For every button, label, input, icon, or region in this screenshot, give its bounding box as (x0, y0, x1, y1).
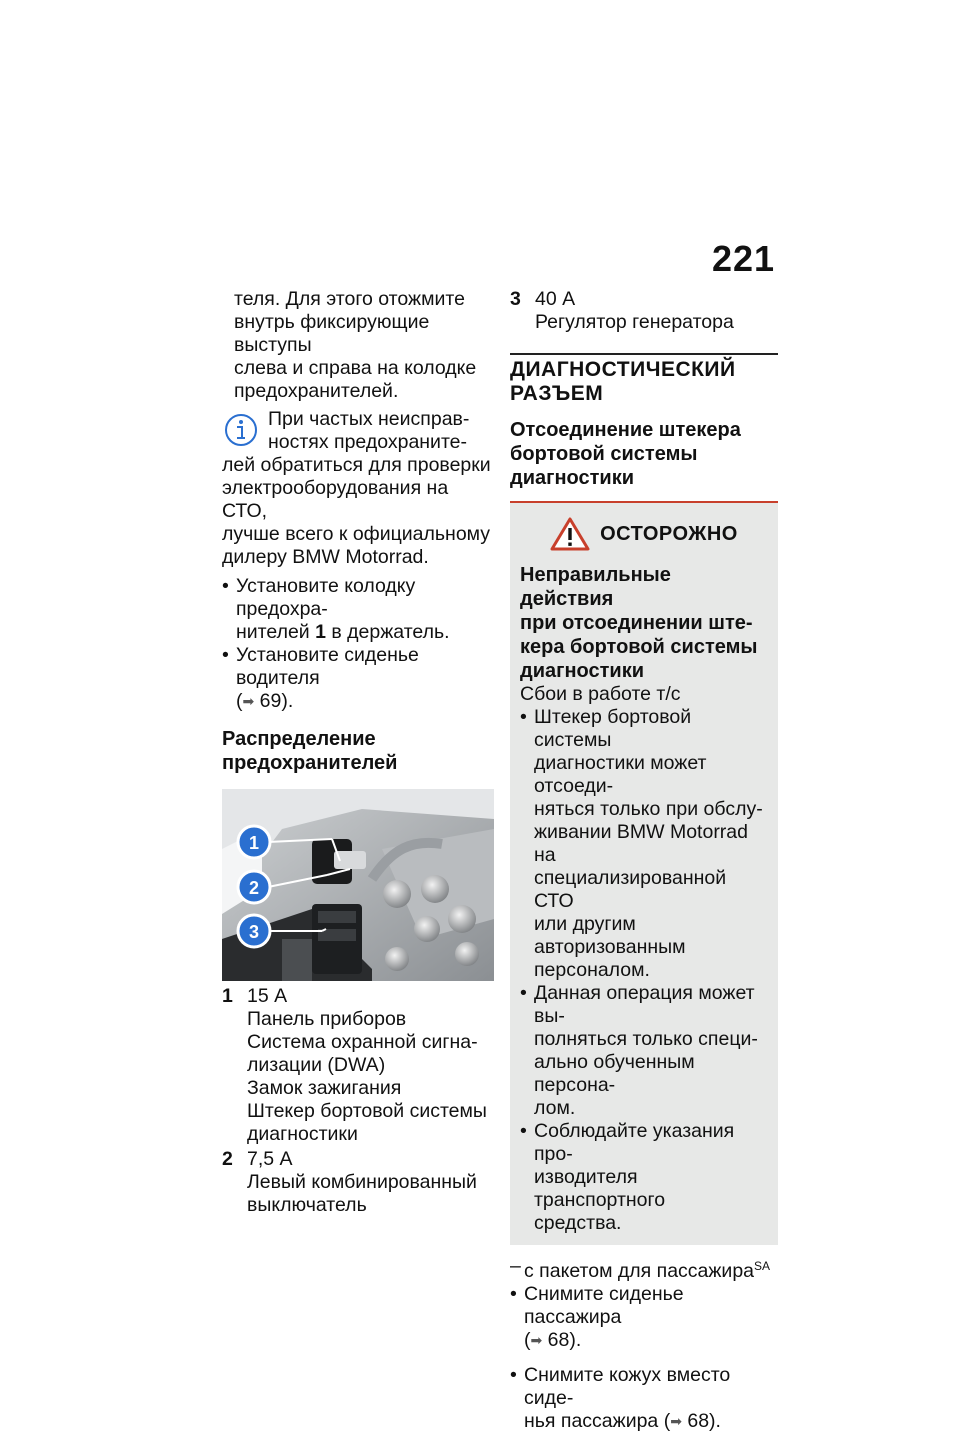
page-reference[interactable]: 68). (687, 1410, 721, 1432)
warning-bullet: • Данная операция может вы- полняться только специ- ально обученным персона- лом. (520, 982, 768, 1120)
bullet-item: • Снимите кожух вместо сиде- нья пассажира (➡ 68). (510, 1364, 778, 1433)
callout-3 (238, 915, 270, 947)
page-reference[interactable]: 69). (259, 690, 294, 712)
bullet-item: • Установите колодку предохра- нителей 1 в держатель. (222, 575, 494, 644)
reference-arrow-icon: ➡ (242, 693, 255, 709)
warning-box (510, 501, 778, 1245)
warning-subtitle: Сбои в работе т/с (520, 683, 681, 705)
reference-arrow-icon: ➡ (530, 1332, 543, 1348)
fuse-entry: 3 40 А Регулятор генератора (510, 288, 734, 333)
section-divider (510, 353, 778, 355)
fuse-box-photo (222, 789, 494, 981)
info-line: дилеру BMW Motorrad. (222, 546, 429, 568)
warning-title: Неправильные действия при отсоединении ште- кера бортовой системы диагностики (520, 564, 758, 682)
svg-text:3: 3 (248, 922, 260, 942)
svg-text:2: 2 (248, 878, 260, 898)
bullet-item: • Установите сиденье водителя (➡ 69). (222, 644, 494, 713)
bullet-item: • Снимите сиденье пассажира (➡ 68). (510, 1283, 778, 1352)
subheading: Отсоединение штекера бортовой системы диагностики (510, 419, 741, 489)
info-line: лей обратиться для проверки (222, 454, 491, 476)
intro-line: предохранителей. (234, 380, 399, 402)
right-column (510, 288, 778, 1433)
warning-header (520, 517, 768, 551)
warning-label: ОСТОРОЖНО (600, 522, 738, 545)
section-title: ДИАГНОСТИЧЕСКИЙ РАЗЪЕМ (510, 358, 736, 405)
condition-line: – с пакетом для пассажира$^{SA}$ (510, 1255, 778, 1283)
fuse-entry: 2 7,5 А Левый комбинированный выключатель (222, 1148, 477, 1216)
info-line: ностях предохраните- (268, 431, 467, 453)
fuse-entry: 1 15 А Панель приборов Система охранной сигна- лизации (DWA) Замок зажигания Штекер бортовой системы диагностики (222, 985, 487, 1145)
svg-text:1: 1 (248, 833, 260, 853)
fuse-box-ref: 1 (315, 621, 326, 643)
intro-line: внутрь фиксирующие выступы (234, 311, 430, 356)
info-line: электрооборудования на СТО, (222, 477, 449, 522)
warning-bullet: • Штекер бортовой системы диагностики может отсоеди- няться только при обслу- живании BMW Motorrad на специализированной СТО или другим авторизованным персоналом. (520, 706, 768, 982)
sa-marker: SA (754, 1259, 771, 1273)
info-note (222, 408, 494, 569)
warning-triangle-icon (550, 517, 590, 551)
procedure-list (510, 1255, 778, 1433)
intro-text (222, 288, 494, 403)
bullet-list (222, 575, 494, 713)
info-line: При частых неисправ- (268, 408, 470, 430)
reference-arrow-icon: ➡ (670, 1413, 682, 1429)
fuse-list (222, 985, 494, 1217)
callout-1 (238, 826, 270, 858)
info-icon (222, 408, 262, 448)
left-column (222, 288, 494, 1217)
page-reference[interactable]: 68). (547, 1329, 582, 1351)
page-number: 221 (712, 238, 776, 279)
intro-line: теля. Для этого отожмите (234, 288, 465, 310)
fuse-heading: Распределение предохранителей (222, 728, 398, 774)
intro-line: слева и справа на колодке (234, 357, 477, 379)
warning-bullet: • Соблюдайте указания про- изводителя транспортного средства. (520, 1120, 768, 1235)
callout-2 (238, 871, 270, 903)
info-line: лучше всего к официальному (222, 523, 491, 545)
